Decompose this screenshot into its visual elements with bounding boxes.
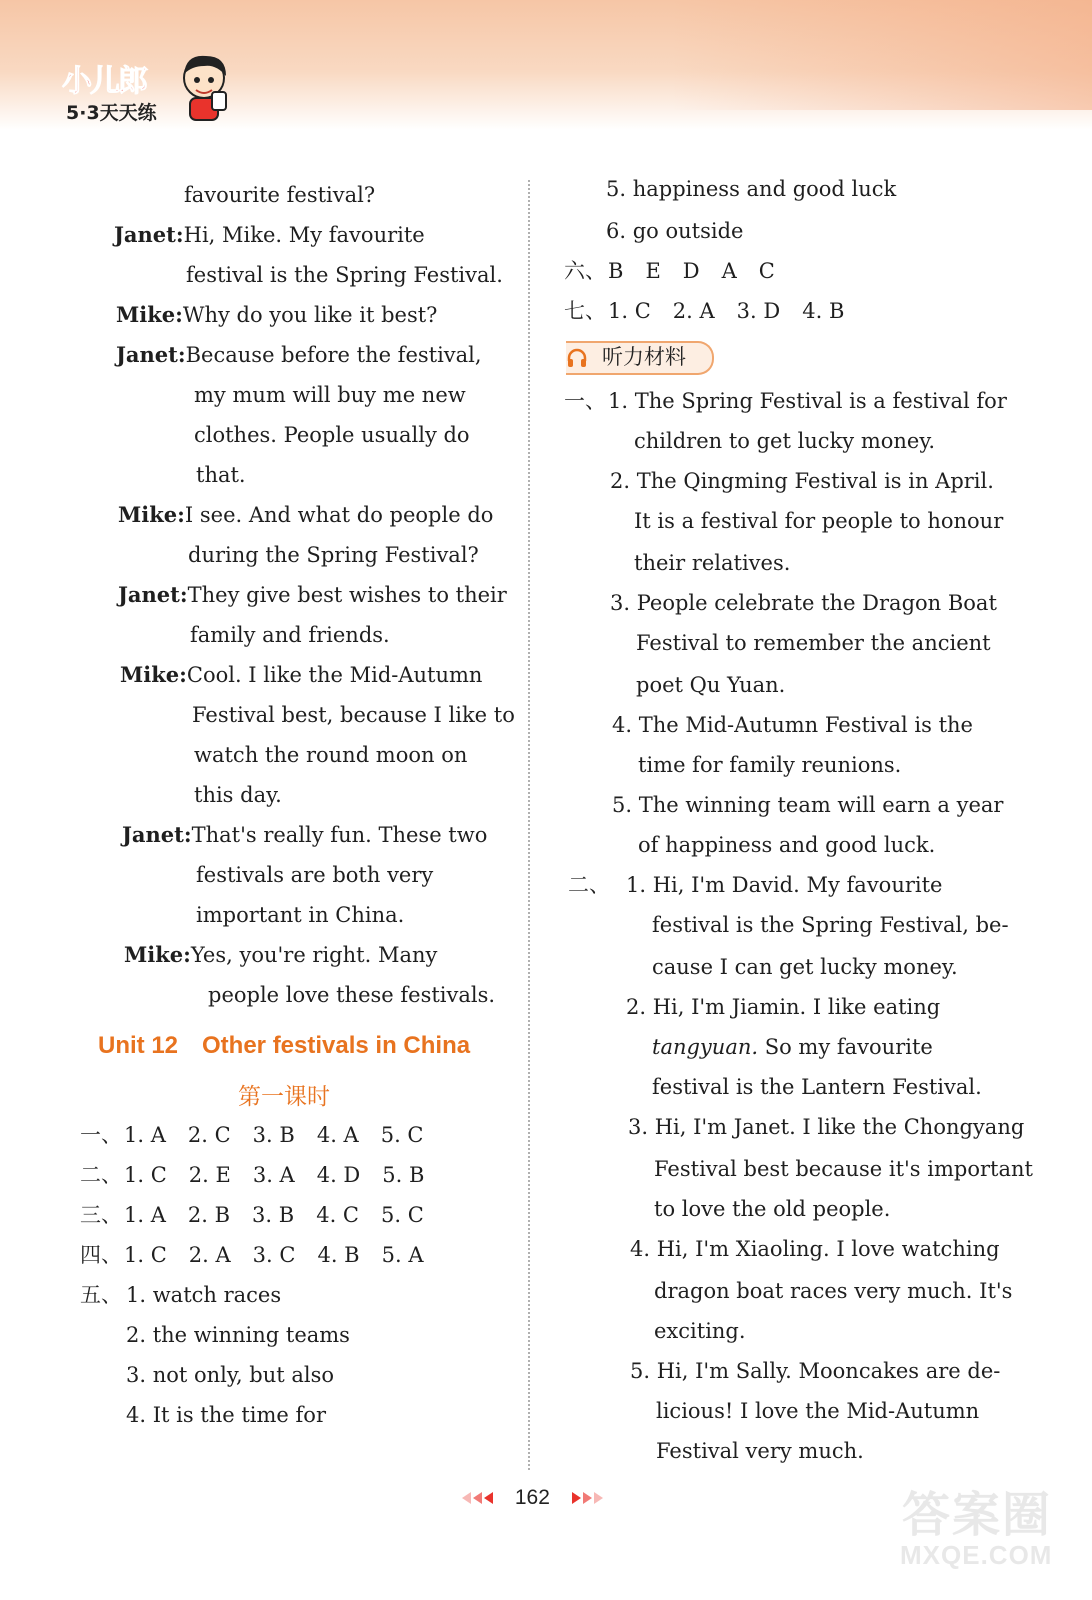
dialogue-text: clothes. People usually do [194, 423, 470, 447]
watermark [896, 1476, 1066, 1586]
dialogue-line [190, 620, 390, 650]
answer-label: 一、 [80, 1123, 122, 1147]
answer-item: C [758, 259, 775, 283]
listening-line [626, 992, 940, 1022]
listening-line-text: Festival to remember the ancient [636, 631, 991, 655]
answer-row [80, 1160, 446, 1190]
answer-row [80, 1120, 446, 1150]
answer-item: 1. C [608, 299, 651, 323]
answer-line-text: 5. happiness and good luck [606, 177, 897, 201]
answer-row [564, 256, 797, 286]
mascot-icon [176, 52, 232, 124]
listening-material-tag [566, 341, 714, 375]
answer-line-text: 6. go outside [606, 219, 744, 243]
dialogue-text: festivals are both very [196, 863, 434, 887]
listening-line [636, 628, 991, 658]
answer-item: 5. A [381, 1243, 424, 1267]
answer-label: 七、 [564, 299, 606, 323]
listening-line [636, 670, 785, 700]
section-label: 五、 [80, 1283, 122, 1307]
answer-item: 2. A [672, 299, 715, 323]
dialogue-line [120, 660, 482, 690]
dialogue-line [114, 220, 425, 250]
section-five [80, 1280, 124, 1310]
dialogue-text: this day. [194, 783, 282, 807]
dialogue-line [192, 700, 515, 730]
listening-line-text: 3. People celebrate the Dragon Boat [610, 591, 997, 615]
listening-line-text: 5. The winning team will earn a year [612, 793, 1004, 817]
listening-line-text: licious! I love the Mid-Autumn [656, 1399, 980, 1423]
section-five-item: 1. watch races [126, 1283, 282, 1307]
answer-row [80, 1240, 446, 1270]
listening-line-text: 4. The Mid-Autumn Festival is the [612, 713, 973, 737]
dialogue-line [196, 900, 404, 930]
listening-line [610, 588, 997, 618]
watermark-logo: 答案圈 [902, 1487, 1053, 1543]
dialogue-line [124, 940, 437, 970]
speaker-name: Mike: [118, 502, 185, 527]
listening-line-text: 3. Hi, I'm Janet. I like the Chongyang [628, 1115, 1025, 1139]
listening-line [652, 1072, 982, 1102]
dialogue-text: Festival best, because I like to [192, 703, 515, 727]
speaker-name: Mike: [124, 942, 191, 967]
listening-line [628, 1112, 1024, 1142]
dialogue-line [208, 980, 495, 1010]
dialogue-line [118, 500, 493, 530]
speaker-name: Mike: [116, 302, 183, 327]
dialogue-line [196, 460, 246, 490]
listening-line-text: Festival best because it's important [654, 1157, 1033, 1181]
listening-line [654, 1154, 1033, 1184]
dialogue-line [188, 540, 479, 570]
watermark-url: MXQE.COM [900, 1540, 1053, 1570]
answer-item: B [608, 259, 624, 283]
answer-item: 2. C [187, 1123, 231, 1147]
listening-line [634, 506, 1003, 536]
dialogue-line [194, 740, 467, 770]
dialogue-line [184, 180, 375, 210]
unit-heading [98, 1032, 470, 1060]
answer-item: 2. E [188, 1163, 231, 1187]
dialogue-text: Yes, you're right. Many [190, 943, 438, 967]
listening-line-text: dragon boat races very much. It's [654, 1279, 1013, 1303]
listening-line-text: 4. Hi, I'm Xiaoling. I love watching [630, 1237, 1000, 1261]
dialogue-line [118, 580, 507, 610]
logo-series: 5·3天天练 [66, 102, 157, 124]
dialogue-text: I see. And what do people do [184, 503, 494, 527]
dialogue-text: watch the round moon on [194, 743, 468, 767]
listening-line-text: exciting. [654, 1319, 746, 1343]
page-footer [462, 1486, 632, 1516]
dialogue-text: Cool. I like the Mid-Autumn [186, 663, 483, 687]
dialogue-text: important in China. [196, 903, 405, 927]
answer-item: 5. B [382, 1163, 425, 1187]
dialogue-line [186, 260, 503, 290]
answer-line [606, 174, 896, 204]
answer-label: 二、 [80, 1163, 122, 1187]
listening-line [634, 426, 935, 456]
answer-item: A [721, 259, 737, 283]
answer-item: 4. B [802, 299, 845, 323]
listening-line-text: poet Qu Yuan. [636, 673, 786, 697]
listening-line [652, 910, 1009, 940]
answer-row [80, 1200, 446, 1230]
dialogue-text: Hi, Mike. My favourite [183, 223, 425, 247]
listening-line-text: tangyuan. [652, 1035, 759, 1059]
answer-label: 四、 [80, 1243, 122, 1267]
logo-title: 小儿郎 [62, 64, 146, 99]
arrow-left-icon [484, 1492, 493, 1504]
speaker-name: Janet: [122, 822, 192, 847]
listening-part-label: 一、 [564, 389, 606, 413]
arrow-right-icon [594, 1492, 603, 1504]
arrow-left-icon [473, 1492, 482, 1504]
listening-line-text: 2. Hi, I'm Jiamin. I like eating [626, 995, 941, 1019]
section-five-item: 4. It is the time for [126, 1403, 326, 1427]
answer-row [564, 296, 866, 326]
listening-line-text: festival is the Lantern Festival. [652, 1075, 982, 1099]
dialogue-text: That's really fun. These two [191, 823, 488, 847]
answer-item: 2. B [187, 1203, 231, 1227]
speaker-name: Janet: [116, 342, 186, 367]
answer-label: 三、 [80, 1203, 122, 1227]
listening-line [656, 1396, 979, 1426]
listening-line [608, 386, 1007, 416]
listening-line-text: So my favourite [758, 1035, 933, 1059]
listening-line [638, 750, 901, 780]
answer-item: 1. C [124, 1163, 167, 1187]
dialogue-line [122, 820, 487, 850]
answer-item: 4. C [316, 1203, 359, 1227]
headphones-icon [566, 347, 588, 369]
answer-item: 1. A [124, 1203, 166, 1227]
dialogue-text: people love these festivals. [208, 983, 496, 1007]
speaker-name: Janet: [118, 582, 188, 607]
answer-item: D [682, 259, 700, 283]
listening-line-text: children to get lucky money. [634, 429, 936, 453]
answer-item: 1. A [124, 1123, 166, 1147]
listening-line [652, 1032, 933, 1062]
dialogue-text: They give best wishes to their [187, 583, 507, 607]
listening-line [638, 830, 935, 860]
answer-item: 5. C [380, 1203, 424, 1227]
listening-line-text: 1. The Spring Festival is a festival for [608, 389, 1007, 413]
listening-line-text: 5. Hi, I'm Sally. Mooncakes are de- [630, 1359, 1001, 1383]
listening-line [654, 1316, 746, 1346]
dialogue-text: my mum will buy me new [194, 383, 466, 407]
listening-line [626, 870, 942, 900]
speaker-name: Mike: [120, 662, 187, 687]
listening-line [610, 466, 994, 496]
answer-item: 3. B [252, 1203, 295, 1227]
dialogue-text: that. [196, 463, 246, 487]
listening-tag-label: 听力材料 [602, 345, 686, 369]
listening-line [654, 1276, 1012, 1306]
listening-part-label: 二、 [568, 873, 610, 897]
listening-line-text: to love the old people. [654, 1197, 891, 1221]
listening-line [656, 1436, 864, 1466]
listening-line-text: 2. The Qingming Festival is in April. [610, 469, 994, 493]
answer-item: 3. B [252, 1123, 295, 1147]
listening-line [652, 952, 958, 982]
arrow-right-icon [583, 1492, 592, 1504]
dialogue-line [194, 780, 282, 810]
answer-item: 3. C [252, 1243, 296, 1267]
answer-item: 4. B [317, 1243, 360, 1267]
unit-title: Other festivals in China [202, 1032, 471, 1059]
answer-item: 4. D [316, 1163, 361, 1187]
section-five-item: 2. the winning teams [126, 1323, 350, 1347]
answer-item: 1. C [124, 1243, 167, 1267]
speaker-name: Janet: [114, 222, 184, 247]
answer-item: E [645, 259, 661, 283]
answer-item: 5. C [380, 1123, 424, 1147]
answer-item: 3. D [736, 299, 781, 323]
listening-line-text: It is a festival for people to honour [634, 509, 1004, 533]
listening-line [654, 1194, 890, 1224]
listening-line-text: cause I can get lucky money. [652, 955, 958, 979]
dialogue-text: Why do you like it best? [182, 303, 438, 327]
listening-line [612, 710, 973, 740]
listening-line [630, 1234, 1000, 1264]
answer-label: 六、 [564, 259, 606, 283]
arrow-left-icon [462, 1492, 471, 1504]
lesson-title: 第一课时 [238, 1084, 330, 1110]
answer-item: 2. A [188, 1243, 231, 1267]
dialogue-line [116, 340, 482, 370]
listening-line-text: festival is the Spring Festival, be- [652, 913, 1009, 937]
listening-line-text: 1. Hi, I'm David. My favourite [626, 873, 943, 897]
page-number: 162 [514, 1486, 550, 1510]
dialogue-line [196, 860, 433, 890]
listening-line-text: their relatives. [634, 551, 791, 575]
brand-logo [58, 52, 238, 132]
listening-line-text: time for family reunions. [638, 753, 902, 777]
listening-line [612, 790, 1003, 820]
dialogue-text: favourite festival? [184, 183, 376, 207]
section-five-item: 3. not only, but also [126, 1363, 335, 1387]
dialogue-line [194, 380, 466, 410]
arrow-right-icon [572, 1492, 581, 1504]
column-divider [528, 180, 530, 1470]
answer-item: 3. A [252, 1163, 295, 1187]
listening-line-text: Festival very much. [656, 1439, 864, 1463]
answer-item: 4. A [316, 1123, 359, 1147]
listening-line [630, 1356, 1000, 1386]
dialogue-text: festival is the Spring Festival. [186, 263, 503, 287]
listening-line-text: of happiness and good luck. [638, 833, 936, 857]
dialogue-text: family and friends. [190, 623, 390, 647]
dialogue-text: Because before the festival, [185, 343, 482, 367]
dialogue-text: during the Spring Festival? [188, 543, 479, 567]
answer-line [606, 216, 743, 246]
dialogue-line [116, 300, 437, 330]
unit-number: Unit 12 [98, 1032, 179, 1059]
dialogue-line [194, 420, 470, 450]
listening-line [634, 548, 790, 578]
